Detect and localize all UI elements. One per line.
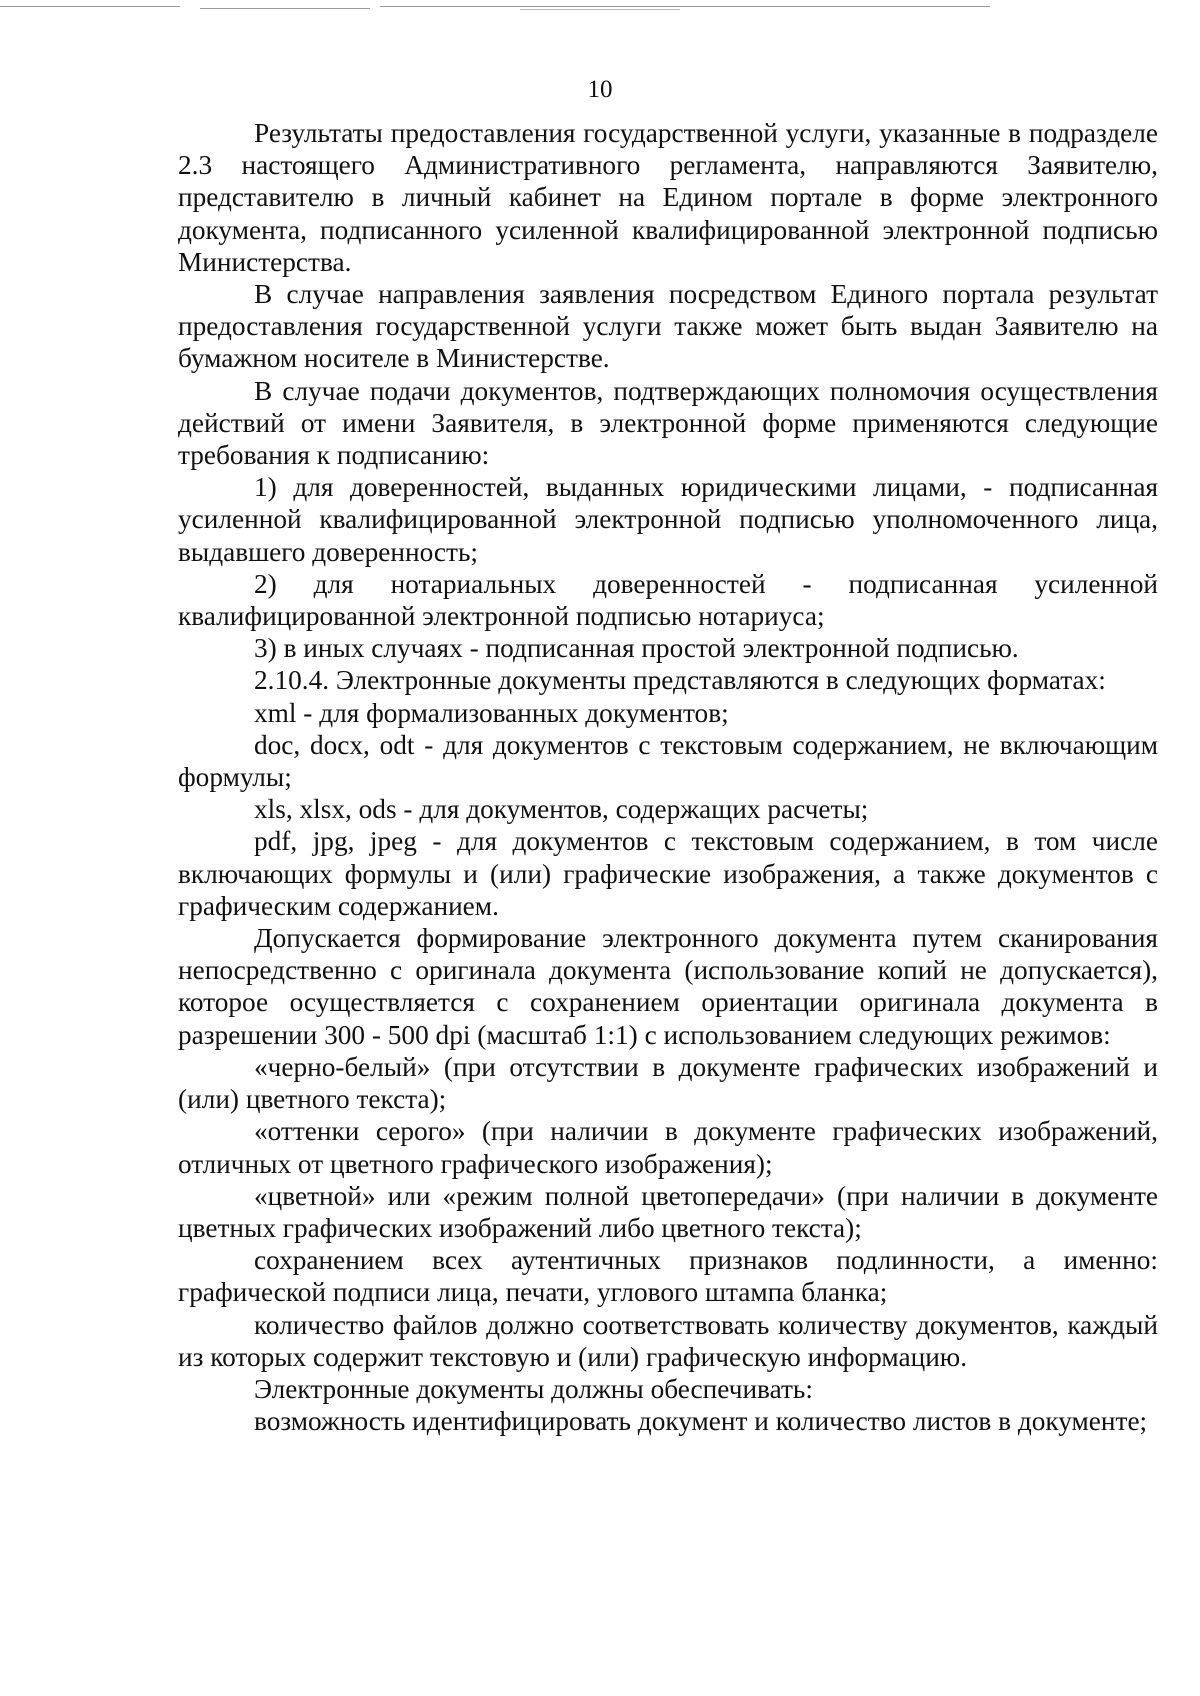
item-file-count: количество файлов должно соответствовать количеству документов, каждый из которых содержит текстовую и (или) графическую информацию. [178, 1309, 1158, 1372]
scan-artifact-line [200, 8, 370, 9]
list-item-legal-entity-proxies: 1) для доверенностей, выданных юридическими лицами, - подписанная усиленной квалифицированной электронной подписью уполномоченного лица, выдавшего доверенность; [178, 472, 1158, 567]
format-item-pdf: pdf, jpg, jpeg - для документов с текстовым содержанием, в том числе включающих формулы и (или) графические изображения, а также документов с графическим содержанием. [178, 826, 1158, 921]
mode-item-black-white: «черно-белый» (при отсутствии в документе графических изображений и (или) цветного текста); [178, 1051, 1158, 1115]
item-identify-document: возможность идентифицировать документ и количество листов в документе; [254, 1406, 1148, 1437]
format-item-doc: doc, docx, odt - для документов с текстовым содержанием, не включающим формулы; [178, 729, 1158, 793]
paragraph-scanning: Допускается формирование электронного документа путем сканирования непосредственно с оригинала документа (использование копий не допускается), которое осуществляется с сохранением ориентации оригинала документа в разрешении 300 - 500 dpi (масштаб 1:1) с использованием следующих режимов: [178, 923, 1158, 1050]
paragraph-results-delivery: Результаты предоставления государственной услуги, указанные в подразделе 2.3 настоящего Административного регламента, направляются Заявителю, представителю в личный кабинет на Едином портале в форме электронного документа, подписанного усиленной квалифицированной электронной подписью Министерства. [178, 118, 1158, 277]
list-item-other-cases: 3) в иных случаях - подписанная простой электронной подписью. [254, 633, 1019, 664]
page-number: 10 [587, 76, 613, 103]
list-item-notarial-proxies: 2) для нотариальных доверенностей - подписанная усиленной квалифицированной электронной подписью нотариуса; [178, 568, 1158, 632]
paragraph-signing-requirements: В случае подачи документов, подтверждающих полномочия осуществления действий от имени Заявителя, в электронной форме применяются следующие требования к подписанию: [178, 375, 1158, 471]
section-heading-2-10-4: 2.10.4. Электронные документы представляются в следующих форматах: [254, 665, 1106, 696]
paragraph-electronic-requirements: Электронные документы должны обеспечивать: [254, 1373, 813, 1404]
scan-artifact-line [380, 6, 990, 7]
paragraph-paper-copy: В случае направления заявления посредством Единого портала результат предоставления государственной услуги также может быть выдан Заявителю на бумажном носителе в Министерстве. [178, 279, 1158, 374]
format-item-xls: xls, xlsx, ods - для документов, содержащих расчеты; [254, 794, 869, 825]
document-body [178, 117, 1158, 1437]
format-item-xml: xml - для формализованных документов; [254, 697, 729, 728]
item-authenticity-signs: сохранением всех аутентичных признаков подлинности, а именно: графической подписи лица, печати, углового штампа бланка; [178, 1245, 1158, 1308]
scan-artifact-line [0, 6, 180, 7]
scan-artifact-line [520, 9, 680, 10]
mode-item-grayscale: «оттенки серого» (при наличии в документе графических изображений, отличных от цветного графического изображения); [178, 1116, 1158, 1179]
mode-item-color: «цветной» или «режим полной цветопередачи» (при наличии в документе цветных графических изображений либо цветного текста); [178, 1180, 1158, 1243]
